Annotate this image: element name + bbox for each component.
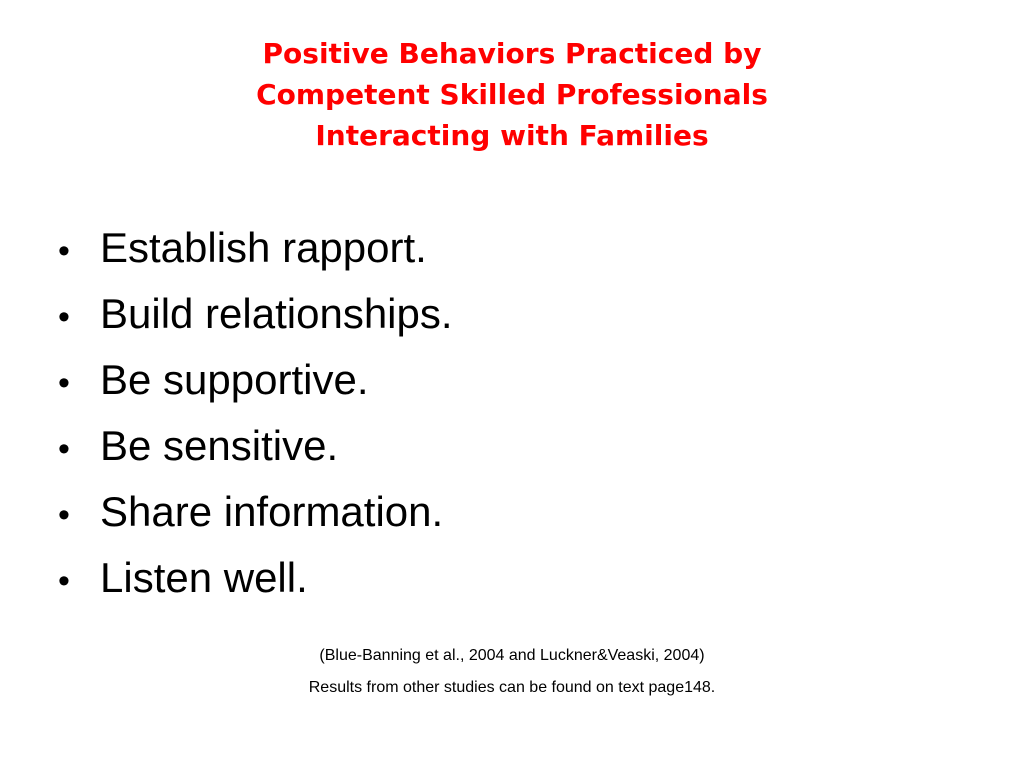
title-line: Interacting with Families: [315, 119, 709, 152]
bullet-item: [58, 215, 453, 281]
bullet-item: [58, 281, 453, 347]
bullet-text: Establish rapport.: [100, 224, 427, 271]
bullet-item: [58, 347, 453, 413]
bullet-text: Listen well.: [100, 554, 308, 601]
bullet-text: Be supportive.: [100, 356, 369, 403]
bullet-icon: •: [58, 496, 70, 534]
bullet-icon: •: [58, 364, 70, 402]
title-line: Positive Behaviors Practiced by: [262, 37, 762, 70]
bullet-item: [58, 413, 453, 479]
citation-note: Results from other studies can be found on text page148.: [308, 679, 716, 696]
bullet-list: [58, 215, 453, 611]
title-line: Competent Skilled Professionals: [256, 78, 768, 111]
bullet-icon: •: [58, 298, 70, 336]
bullet-icon: •: [58, 232, 70, 270]
bullet-text: Share information.: [100, 488, 444, 535]
bullet-item: [58, 479, 453, 545]
bullet-item: [58, 545, 453, 611]
citation-reference: (Blue-Banning et al., 2004 and Luckner&Veaski, 2004): [319, 647, 705, 664]
bullet-icon: •: [58, 562, 70, 600]
slide-title: [112, 33, 912, 156]
bullet-text: Build relationships.: [100, 290, 453, 337]
bullet-text: Be sensitive.: [100, 422, 339, 469]
bullet-icon: •: [58, 430, 70, 468]
citation-block: [112, 640, 912, 704]
